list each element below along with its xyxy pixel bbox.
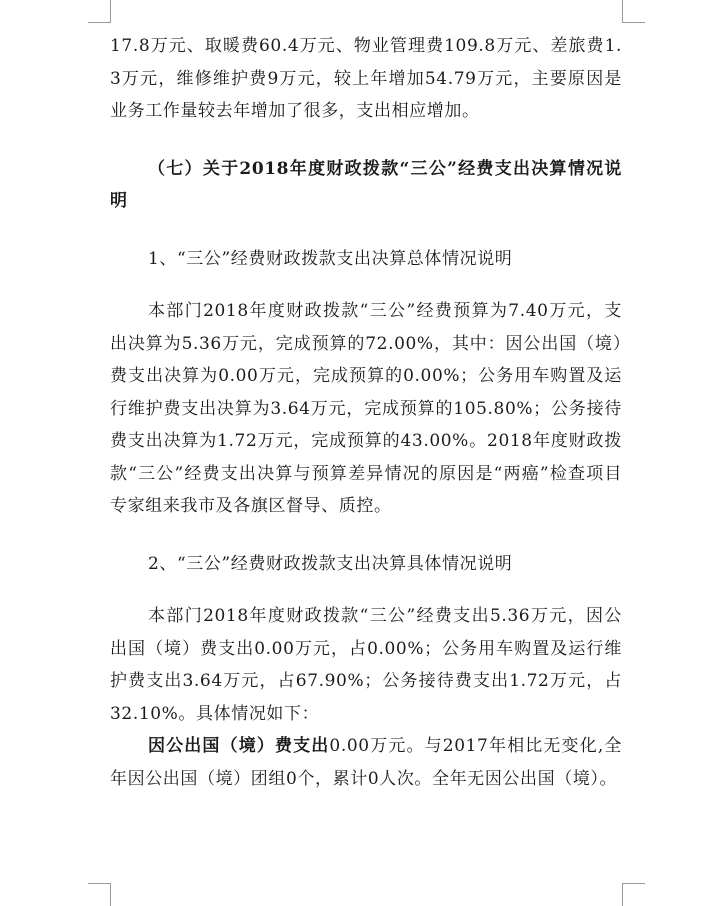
page-corner-mark-top-right — [622, 0, 645, 23]
abroad-label: 因公出国（境）费支出 — [148, 736, 330, 756]
paragraph-abroad — [110, 730, 622, 795]
paragraph-continued: 17.8万元、取暖费60.4万元、物业管理费109.8万元、差旅费1.3万元，维修维护费9万元，较上年增加54.79万元，主要原因是业务工作量较去年增加了很多，支出相应增加。 — [110, 36, 622, 121]
section-heading: （七）关于2018年度财政拨款“三公”经费支出决算情况说明 — [110, 158, 622, 211]
abroad-text: 0.00万元。与2017年相比无变化,全年因公出国（境）团组0个，累计0人次。全年无因公出国（境）。 — [110, 736, 622, 789]
subheading-overall: 1、“三公”经费财政拨款支出决算总体情况说明 — [148, 248, 513, 269]
subheading-specific: 2、“三公”经费财政拨款支出决算具体情况说明 — [148, 553, 513, 574]
paragraph-overall: 本部门2018年度财政拨款“三公”经费预算为7.40万元，支出决算为5.36万元，完成预算的72.00%，其中：因公出国（境）费支出决算为0.00万元，完成预算的0.00%；公务用车购置及运行维护费支出决算为3.64万元，完成预算的105.80%；公务接待费支出决算为1.72万元，完成预算的43.00%。2018年度财政拨款“三公”经费支出决算与预算差异情况的原因是“两癌”检查项目专家组来我市及各旗区督导、质控。 — [110, 301, 622, 516]
page-corner-mark-top-left — [88, 0, 111, 23]
document-page — [110, 30, 622, 795]
paragraph-specific: 本部门2018年度财政拨款“三公”经费支出5.36万元，因公出国（境）费支出0.00万元，占0.00%；公务用车购置及运行维护费支出3.64万元，占67.90%；公务接待费支出1.72万元，占32.10%。具体情况如下： — [110, 606, 622, 724]
page-corner-mark-bottom-left — [88, 883, 111, 906]
page-corner-mark-bottom-right — [622, 883, 645, 906]
